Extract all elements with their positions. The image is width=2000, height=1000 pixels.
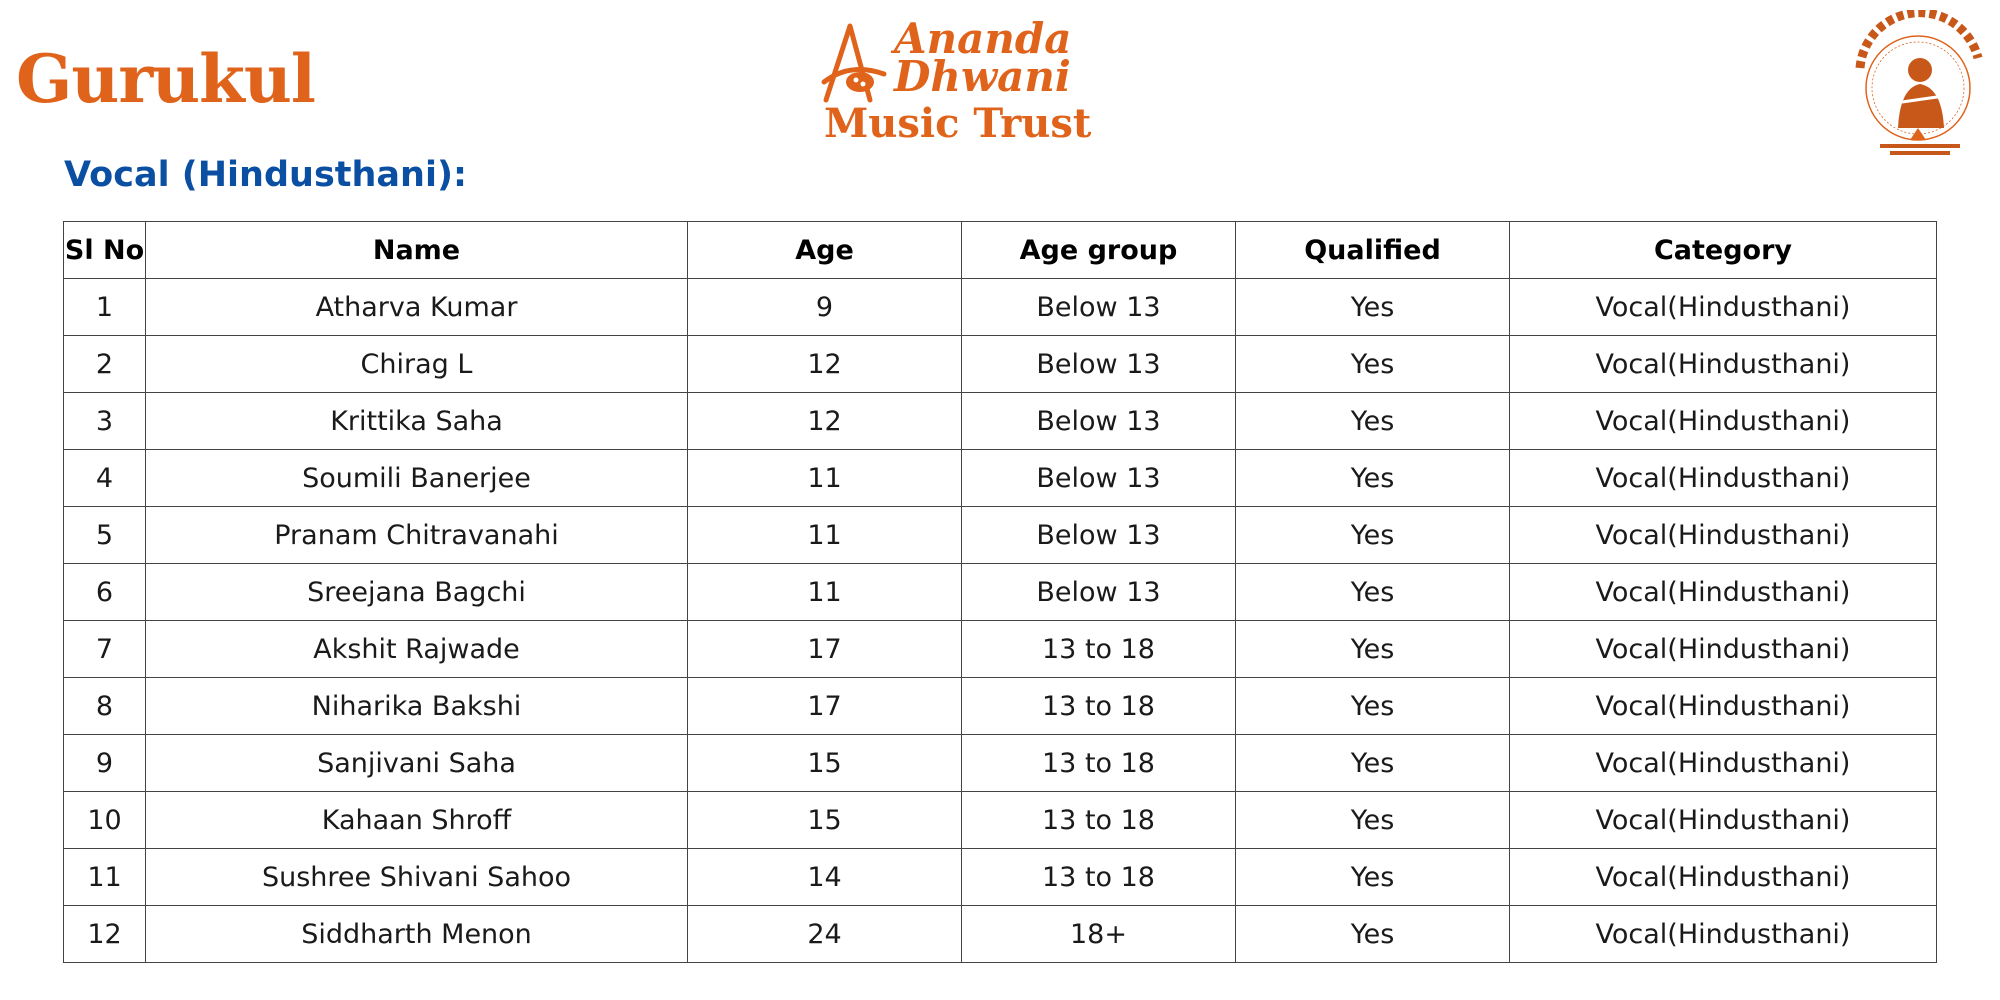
cell-age: 11 <box>688 507 962 564</box>
cell-category: Vocal(Hindusthani) <box>1510 393 1937 450</box>
table-row <box>64 678 1937 735</box>
table-row <box>64 735 1937 792</box>
column-header-name: Name <box>146 222 688 279</box>
cell-name: Siddharth Menon <box>146 906 688 963</box>
cell-sl-no: 4 <box>64 450 146 507</box>
table-row <box>64 792 1937 849</box>
cell-age: 12 <box>688 336 962 393</box>
cell-qualified: Yes <box>1236 564 1510 621</box>
cell-category: Vocal(Hindusthani) <box>1510 735 1937 792</box>
cell-name: Chirag L <box>146 336 688 393</box>
cell-name: Sanjivani Saha <box>146 735 688 792</box>
cell-qualified: Yes <box>1236 279 1510 336</box>
cell-sl-no: 2 <box>64 336 146 393</box>
cell-qualified: Yes <box>1236 735 1510 792</box>
cell-age-group: 13 to 18 <box>962 621 1236 678</box>
cell-age: 11 <box>688 564 962 621</box>
column-header-category: Category <box>1510 222 1937 279</box>
cell-category: Vocal(Hindusthani) <box>1510 792 1937 849</box>
cell-qualified: Yes <box>1236 849 1510 906</box>
cell-age: 17 <box>688 621 962 678</box>
cell-age: 12 <box>688 393 962 450</box>
cell-category: Vocal(Hindusthani) <box>1510 849 1937 906</box>
cell-name: Atharva Kumar <box>146 279 688 336</box>
cell-sl-no: 10 <box>64 792 146 849</box>
trust-seal-icon <box>1840 10 1990 160</box>
column-header-age: Age <box>688 222 962 279</box>
cell-sl-no: 1 <box>64 279 146 336</box>
cell-qualified: Yes <box>1236 393 1510 450</box>
cell-name: Sushree Shivani Sahoo <box>146 849 688 906</box>
cell-age-group: Below 13 <box>962 393 1236 450</box>
cell-sl-no: 11 <box>64 849 146 906</box>
cell-qualified: Yes <box>1236 507 1510 564</box>
cell-category: Vocal(Hindusthani) <box>1510 678 1937 735</box>
column-header-age-group: Age group <box>962 222 1236 279</box>
cell-qualified: Yes <box>1236 336 1510 393</box>
cell-qualified: Yes <box>1236 906 1510 963</box>
brand-name-line2: Dhwani <box>894 52 1071 101</box>
cell-age-group: Below 13 <box>962 507 1236 564</box>
cell-age: 17 <box>688 678 962 735</box>
brand-logo <box>820 14 1092 148</box>
cell-age-group: 18+ <box>962 906 1236 963</box>
column-header-qualified: Qualified <box>1236 222 1510 279</box>
cell-sl-no: 3 <box>64 393 146 450</box>
cell-age: 14 <box>688 849 962 906</box>
brand-name-line3: Music Trust <box>824 100 1092 147</box>
cell-age: 15 <box>688 792 962 849</box>
cell-sl-no: 9 <box>64 735 146 792</box>
cell-qualified: Yes <box>1236 678 1510 735</box>
cell-age: 24 <box>688 906 962 963</box>
cell-category: Vocal(Hindusthani) <box>1510 507 1937 564</box>
cell-category: Vocal(Hindusthani) <box>1510 621 1937 678</box>
table-row <box>64 507 1937 564</box>
cell-sl-no: 6 <box>64 564 146 621</box>
cell-name: Soumili Banerjee <box>146 450 688 507</box>
cell-qualified: Yes <box>1236 792 1510 849</box>
cell-age: 9 <box>688 279 962 336</box>
page-title: Gurukul <box>16 40 315 118</box>
results-table <box>63 221 1937 963</box>
cell-category: Vocal(Hindusthani) <box>1510 336 1937 393</box>
cell-name: Kahaan Shroff <box>146 792 688 849</box>
cell-age-group: 13 to 18 <box>962 735 1236 792</box>
cell-age-group: 13 to 18 <box>962 792 1236 849</box>
cell-age-group: Below 13 <box>962 336 1236 393</box>
table-row <box>64 564 1937 621</box>
cell-age-group: Below 13 <box>962 564 1236 621</box>
cell-qualified: Yes <box>1236 621 1510 678</box>
cell-name: Akshit Rajwade <box>146 621 688 678</box>
cell-sl-no: 12 <box>64 906 146 963</box>
cell-sl-no: 5 <box>64 507 146 564</box>
cell-name: Krittika Saha <box>146 393 688 450</box>
cell-age-group: 13 to 18 <box>962 849 1236 906</box>
table-row <box>64 621 1937 678</box>
cell-category: Vocal(Hindusthani) <box>1510 450 1937 507</box>
cell-category: Vocal(Hindusthani) <box>1510 279 1937 336</box>
cell-sl-no: 7 <box>64 621 146 678</box>
tanpura-logo-icon <box>820 22 890 112</box>
cell-sl-no: 8 <box>64 678 146 735</box>
table-row <box>64 393 1937 450</box>
cell-age: 11 <box>688 450 962 507</box>
cell-age-group: Below 13 <box>962 279 1236 336</box>
table-row <box>64 906 1937 963</box>
table-header-row <box>64 222 1937 279</box>
cell-age: 15 <box>688 735 962 792</box>
cell-age-group: Below 13 <box>962 450 1236 507</box>
table-row <box>64 336 1937 393</box>
cell-age-group: 13 to 18 <box>962 678 1236 735</box>
column-header-sl-no: Sl No <box>64 222 146 279</box>
cell-category: Vocal(Hindusthani) <box>1510 906 1937 963</box>
cell-name: Pranam Chitravanahi <box>146 507 688 564</box>
cell-name: Niharika Bakshi <box>146 678 688 735</box>
cell-name: Sreejana Bagchi <box>146 564 688 621</box>
cell-qualified: Yes <box>1236 450 1510 507</box>
cell-category: Vocal(Hindusthani) <box>1510 564 1937 621</box>
table-row <box>64 849 1937 906</box>
table-row <box>64 450 1937 507</box>
section-title: Vocal (Hindusthani): <box>64 155 467 195</box>
brand-name-line1: Ananda <box>894 14 1072 63</box>
table-row <box>64 279 1937 336</box>
